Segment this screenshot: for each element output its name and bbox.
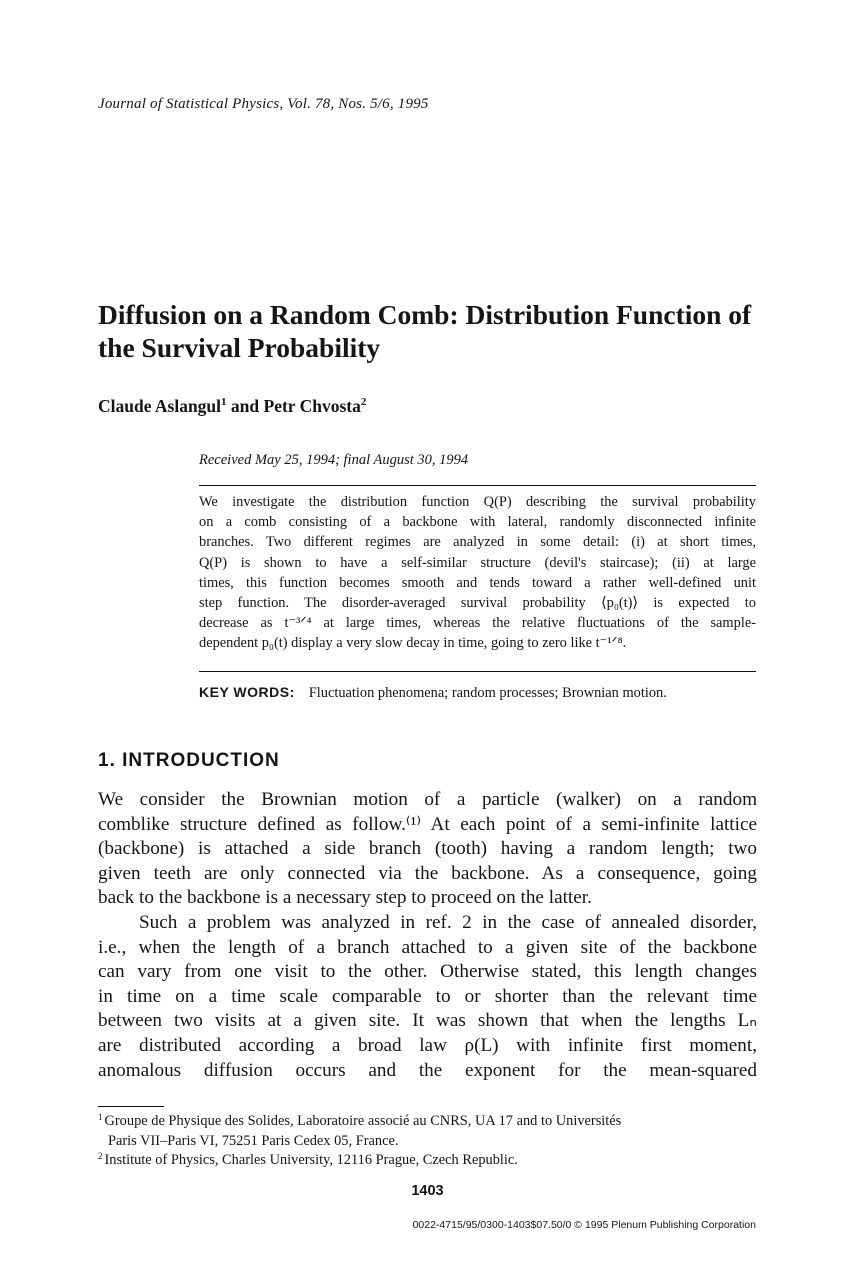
- copyright-line: 0022-4715/95/0300-1403$07.50/0 © 1995 Plenum Publishing Corporation: [412, 1219, 756, 1231]
- body-line: are distributed according a broad law ρ(L) with infinite first moment,: [98, 1034, 757, 1056]
- abstract-line: on a comb consisting of a backbone with lateral, randomly disconnected infinite: [199, 514, 756, 531]
- footnote-2: [98, 1151, 757, 1171]
- body-line: back to the backbone is a necessary step to proceed on the latter.: [98, 887, 592, 909]
- author-line: [98, 396, 366, 417]
- body-line: between two visits at a given site. It was shown that when the lengths Lₙ: [98, 1010, 757, 1032]
- page-number: 1403: [411, 1183, 444, 1199]
- footnote-1: [98, 1112, 757, 1132]
- received-dates: Received May 25, 1994; final August 30, 1994: [199, 452, 469, 468]
- keywords-label: KEY WORDS:: [199, 684, 295, 700]
- keywords-text: Fluctuation phenomena; random processes; Brownian motion.: [308, 685, 667, 701]
- affiliation-marker: 2: [360, 396, 367, 408]
- author-name: Petr Chvosta: [263, 396, 361, 416]
- body-line: comblike structure defined as follow.⁽¹⁾ At each point of a semi-infinite lattice: [98, 813, 757, 835]
- abstract-line: step function. The disorder-averaged survival probability ⟨p₀(t)⟩ is expected to: [199, 595, 756, 612]
- abstract-top-rule: [199, 485, 756, 486]
- abstract-bottom-rule: [199, 671, 756, 672]
- body-line: Such a problem was analyzed in ref. 2 in the case of annealed disorder,: [139, 911, 757, 933]
- author-conjunction: and: [226, 396, 264, 416]
- abstract-line: branches. Two different regimes are analyzed in some detail: (i) at short times,: [199, 534, 756, 551]
- abstract-line: dependent p₀(t) display a very slow decay in time, going to zero like t⁻¹ᐟ⁸.: [199, 635, 627, 652]
- footnotes: [98, 1112, 757, 1171]
- body-text: [98, 788, 757, 1083]
- paper-title: Diffusion on a Random Comb: Distribution Function of the Survival Probability: [98, 299, 752, 363]
- body-line: (backbone) is attached a side branch (tooth) having a random length; two: [98, 838, 757, 860]
- footnote-text: Groupe de Physique des Solides, Laboratoire associé au CNRS, UA 17 and to Universités: [104, 1113, 622, 1129]
- body-line: We consider the Brownian motion of a particle (walker) on a random: [98, 789, 757, 810]
- footnote-text: Institute of Physics, Charles University, 12116 Prague, Czech Republic.: [104, 1152, 518, 1168]
- footnote-rule: [98, 1106, 164, 1107]
- keywords: [199, 684, 667, 702]
- body-line: in time on a time scale comparable to or shorter than the relevant time: [98, 985, 757, 1007]
- footnote-1-continued: Paris VII–Paris VI, 75251 Paris Cedex 05, France.: [108, 1132, 399, 1149]
- journal-citation: Journal of Statistical Physics, Vol. 78, Nos. 5/6, 1995: [98, 96, 429, 112]
- abstract-line: decrease as t⁻³ᐟ⁴ at large times, whereas the relative fluctuations of the sample-: [199, 615, 756, 632]
- section-heading: 1. INTRODUCTION: [98, 750, 280, 771]
- affiliation-marker: 1: [221, 396, 227, 408]
- footnote-marker: 2: [98, 1151, 103, 1161]
- abstract-line: Q(P) is shown to have a self-similar structure (devil's staircase); (ii) at large: [199, 554, 756, 571]
- body-line: anomalous diffusion occurs and the exponent for the mean-squared: [98, 1059, 757, 1081]
- body-line: i.e., when the length of a branch attached to a given site of the backbone: [98, 936, 757, 958]
- body-line: given teeth are only connected via the backbone. As a consequence, going: [98, 862, 757, 884]
- abstract-line: We investigate the distribution function Q(P) describing the survival probability: [199, 494, 756, 510]
- body-line: can vary from one visit to the other. Otherwise stated, this length changes: [98, 961, 757, 983]
- author-name: Claude Aslangul: [98, 396, 222, 416]
- footnote-marker: 1: [98, 1112, 103, 1122]
- abstract-line: times, this function becomes smooth and tends toward a rather well-defined unit: [199, 574, 756, 591]
- abstract: [199, 492, 756, 654]
